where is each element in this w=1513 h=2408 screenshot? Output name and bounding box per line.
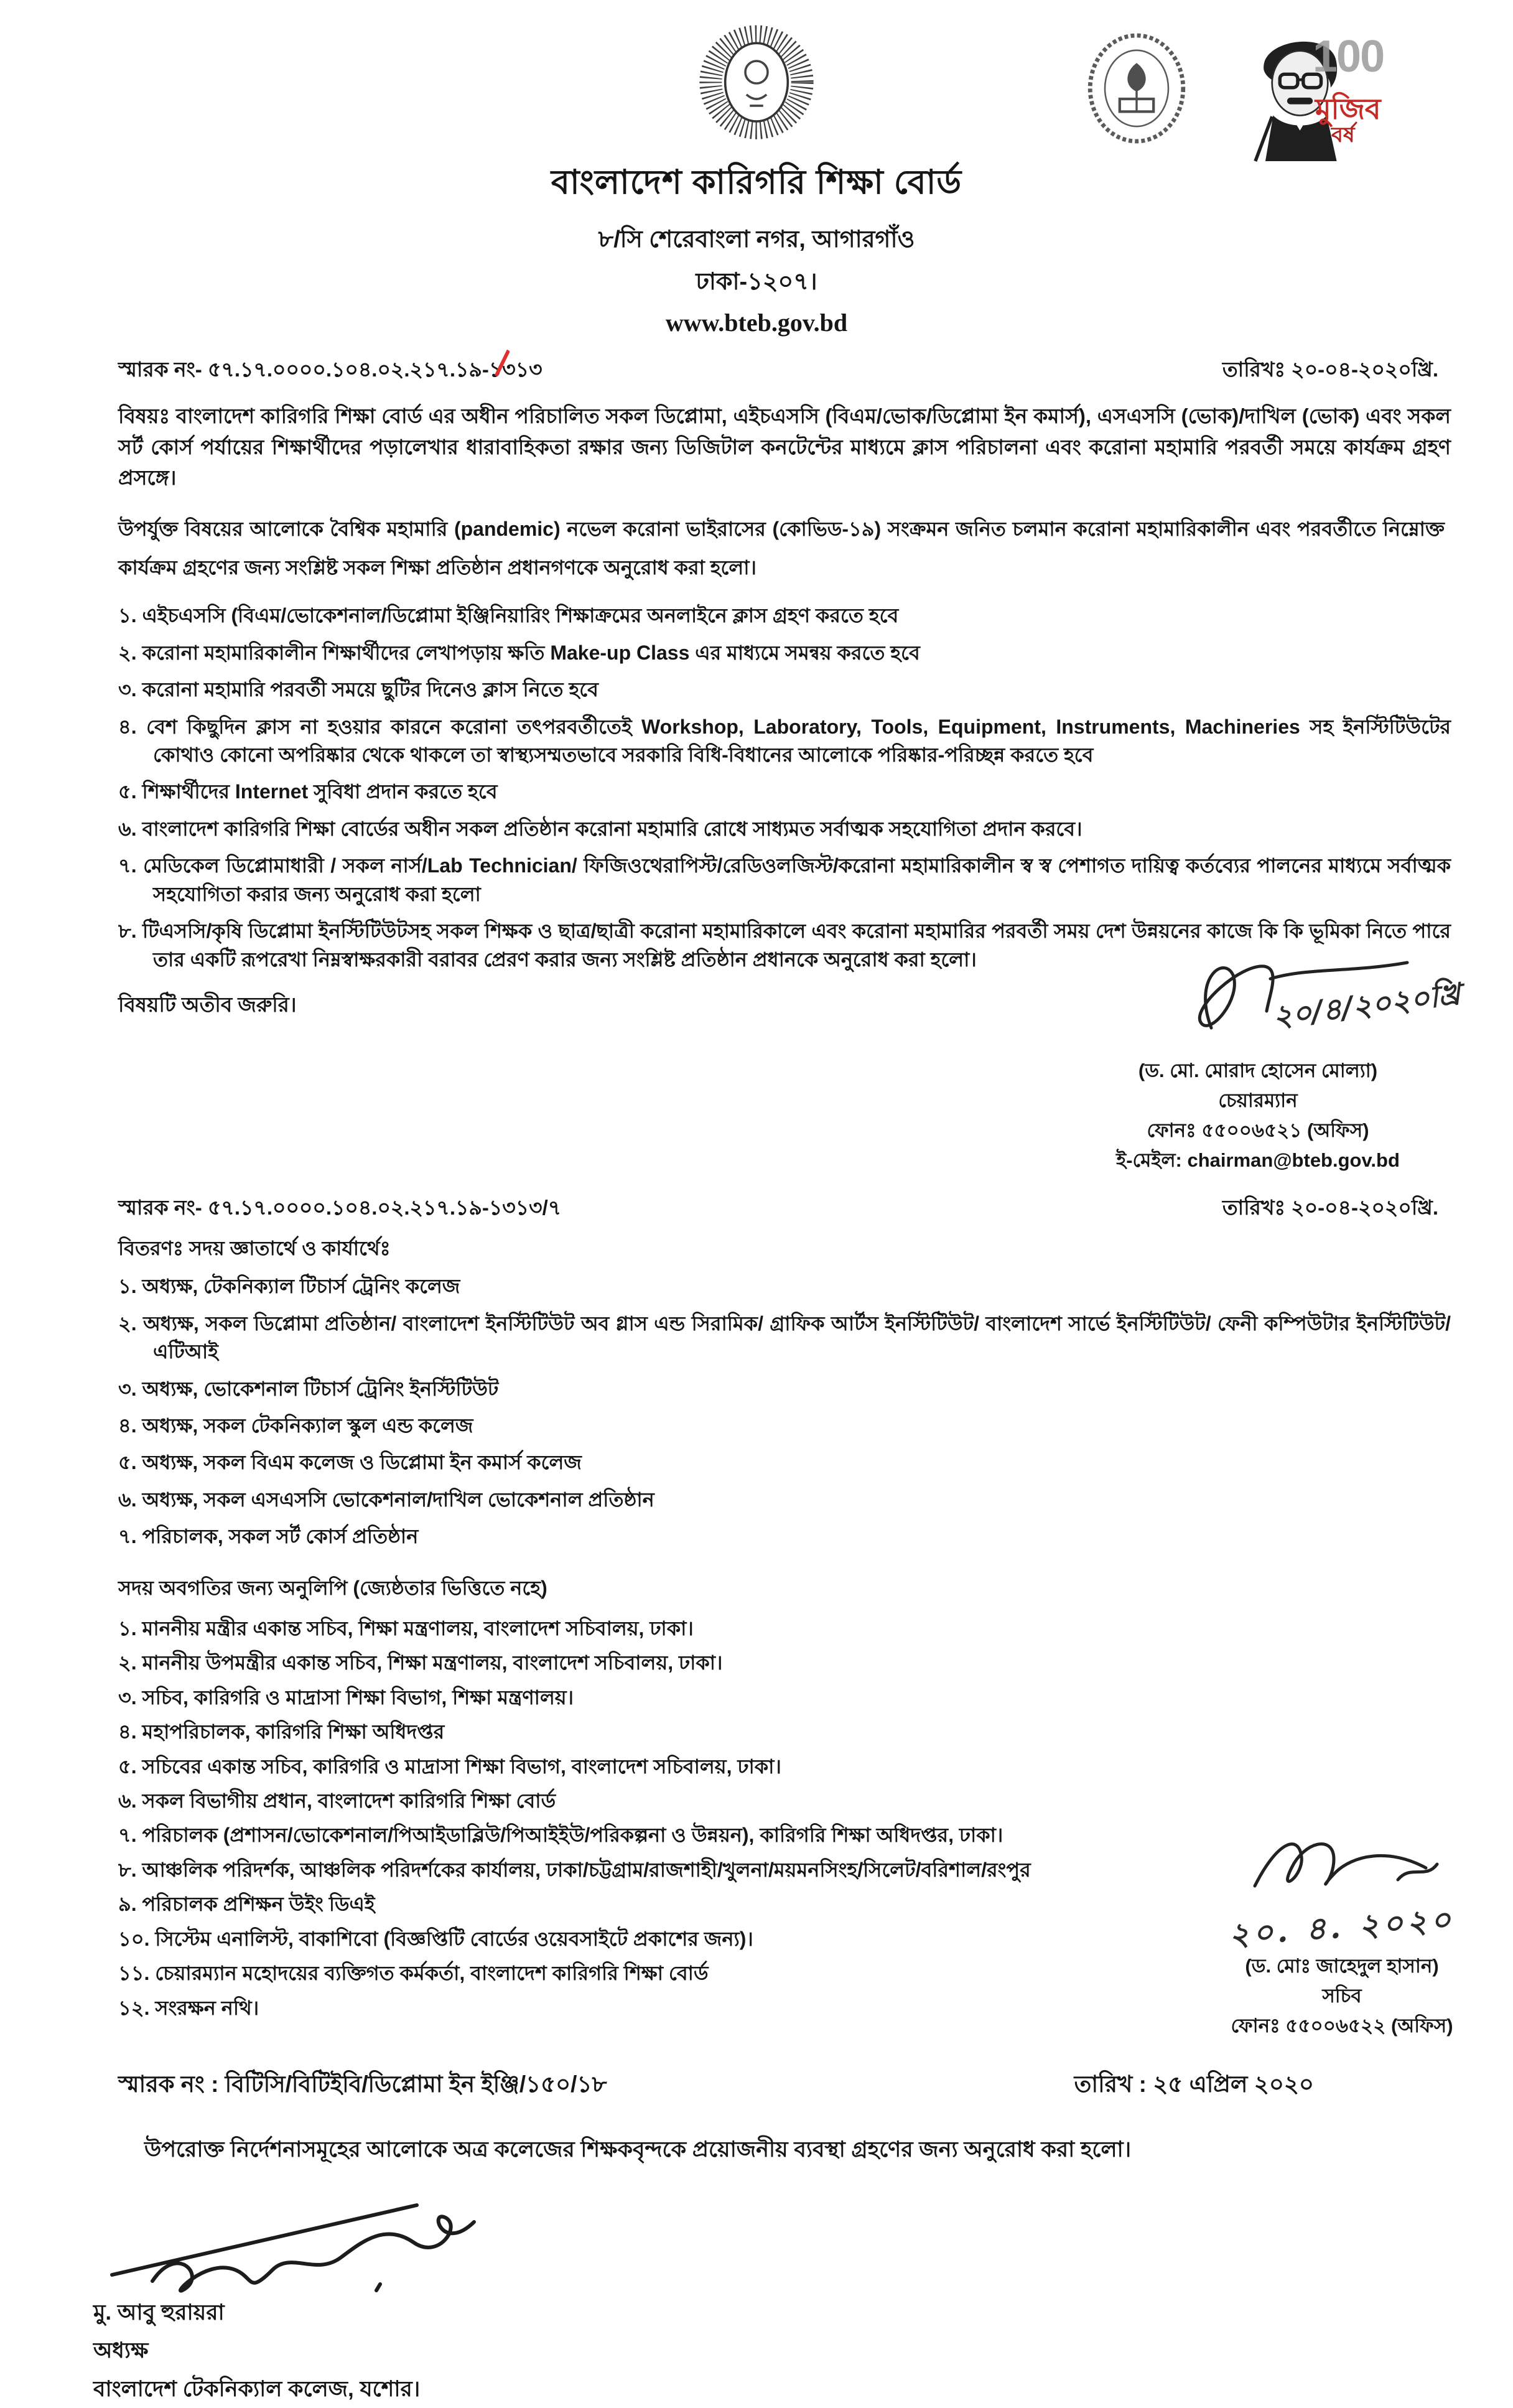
cc-item-3: ৩. সচিব, কারিগরি ও মাদ্রাসা শিক্ষা বিভাগ, শিক্ষা মন্ত্রণালয়। [118,1686,574,1709]
memo3-number: স্মারক নং : বিটিসি/বিটিইবি/ডিপ্লোমা ইন ইঞ্জি/১৫০/১৮ [118,2071,607,2098]
memo1-number [118,353,542,388]
distribution-item-2: ২. অধ্যক্ষ, সকল ডিপ্লোমা প্রতিষ্ঠান/ বাংলাদেশ ইনস্টিটিউট অব গ্লাস এন্ড সিরামিক/ গ্রাফিক আর্টস ইনস্টিটিউট/ বাংলাদেশ সার্ভে ইনস্টিটিউট/ ফেনী কম্পিউটার ইনস্টিটিউট/ এটিআই [118,1312,1451,1363]
distribution-item-5: ৫. অধ্যক্ষ, সকল বিএম কলেজ ও ডিপ্লোমা ইন কমার্স কলেজ [118,1451,582,1474]
cc-item-4: ৪. মহাপরিচালক, কারিগরি শিক্ষা অধিদপ্তর [118,1720,445,1743]
cc-item-5: ৫. সচিবের একান্ত সচিব, কারিগরি ও মাদ্রাসা শিক্ষা বিভাগ, বাংলাদেশ সচিবালয়, ঢাকা। [118,1755,781,1778]
org-address-line1: ৮/সি শেরেবাংলা নগর, আগারগাঁও [598,226,915,253]
directive-item-2: ২. করোনা মহামারিকালীন শিক্ষার্থীদের লেখাপড়ায় ক্ষতি Make-up Class এর মাধ্যমে সমন্বয় করতে হবে [118,641,920,664]
directive-item-4: ৪. বেশ কিছুদিন ক্লাস না হওয়ার কারনে করোনা তৎপরবর্তীতেই Workshop, Laboratory, Tools, Equipment, Instruments, Machineries সহ ইনস্টিটিউটের কোথাও কোনো অপরিষ্কার থেকে থাকলে তা স্বাস্থ্যসম্মতভাবে সরকারি বিধি-বিধানের আলোকে পরিষ্কার-পরিচ্ছন্ন করতে হবে [118,715,1451,767]
cc-item-2: ২. মাননীয় উপমন্ত্রীর একান্ত সচিব, শিক্ষা মন্ত্রণালয়, বাংলাদেশ সচিবালয়, ঢাকা। [118,1651,723,1674]
distribution-list [0,1272,1513,1551]
cc-item-10: ১০. সিস্টেম এনালিস্ট, বাকাশিবো (বিজ্ঞপ্তিটি বোর্ডের ওয়েবসাইটে প্রকাশের জন্য)। [118,1927,753,1950]
chairman-email: ই-মেইল: chairman@bteb.gov.bd [1116,1149,1400,1172]
header-logos [1084,27,1438,161]
chairman-name: (ড. মো. মোরাদ হোসেন মোল্যা) [1138,1060,1378,1082]
principal-signature-icon [93,2188,491,2294]
memo3-date: তারিখ : ২৫ এপ্রিল ২০২০ [1074,2071,1314,2098]
cc-item-7: ৭. পরিচালক (প্রশাসন/ভোকেশনাল/পিআইডাব্লিউ/পিআইইউ/পরিকল্পনা ও উন্নয়ন), কারিগরি শিক্ষা অধিদপ্তর, ঢাকা। [118,1824,1003,1847]
directive-item-3: ৩. করোনা মহামারি পরবর্তী সময়ে ছুটির দিনেও ক্লাস নিতে হবে [118,678,598,701]
cc-item-6: ৬. সকল বিভাগীয় প্রধান, বাংলাদেশ কারিগরি শিক্ষা বোর্ড [118,1789,556,1812]
secretary-signature-block [1196,1821,1488,2041]
borsho-word: বর্ষ [1331,123,1355,147]
secretary-name: (ড. মোঃ জাহেদুল হাসান) [1245,1954,1439,1977]
secretary-signature-icon [1239,1821,1445,1908]
mujib-100-text: 100 [1313,32,1384,82]
chairman-signature-block [1059,950,1463,1175]
principal-title: অধ্যক্ষ [93,2338,149,2363]
chairman-phone: ফোনঃ ৫৫০০৬৫২১ (অফিস) [1147,1119,1369,1142]
secretary-handwritten-date: ২০. ৪. ২০২০ [1227,1900,1456,1953]
chairman-title: চেয়ারম্যান [1218,1090,1298,1112]
memo-row-3 [0,2066,1513,2105]
cc-heading: সদয় অবগতির জন্য অনুলিপি (জ্যেষ্ঠতার ভিত্তিতে নহে) [118,1576,547,1599]
directive-list [0,602,1513,974]
cc-item-12: ১২. সংরক্ষন নথি। [118,1996,259,2019]
distribution-item-4: ৪. অধ্যক্ষ, সকল টেকনিক্যাল স্কুল এন্ড কলেজ [118,1414,473,1437]
cc-item-1: ১. মাননীয় মন্ত্রীর একান্ত সচিব, শিক্ষা মন্ত্রণালয়, বাংলাদেশ সচিবালয়, ঢাকা। [118,1617,694,1640]
urgent-and-chairman-row [0,976,1513,1175]
institute-seal-icon [1084,27,1189,149]
distribution-item-7: ৭. পরিচালক, সকল সর্ট কোর্স প্রতিষ্ঠান [118,1525,419,1548]
mujib-wordmark [1315,95,1380,146]
memo1-date: তারিখঃ ২০-০৪-২০২০খ্রি. [1222,358,1438,381]
distribution-item-1: ১. অধ্যক্ষ, টেকনিক্যাল টিচার্স ট্রেনিং কলেজ [118,1275,460,1298]
org-website: www.bteb.gov.bd [665,309,848,337]
directive-item-5: ৫. শিক্ষার্থীদের Internet সুবিধা প্রদান করতে হবে [118,780,498,803]
subject-line: বিষয়ঃ বাংলাদেশ কারিগরি শিক্ষা বোর্ড এর অধীন পরিচালিত সকল ডিপ্লোমা, এইচএসসি (বিএম/ভোক/ডিপ্লোমা ইন কমার্স), এসএসসি (ভোক)/দাখিল (ভোক) এবং সকল সর্ট কোর্স পর্যায়ের শিক্ষার্থীদের পড়ালেখার ধারাবাহিকতা রক্ষার জন্য ডিজিটাল কনটেন্টের মাধ্যমে ক্লাস পরিচালনা এবং করোনা মহামারি পরবর্তী সময়ে কার্যক্রম গ্রহণ প্রসঙ্গে। [118,404,1451,489]
bteb-seal-icon [694,17,819,149]
distribution-heading: বিতরণঃ সদয় জ্ঞাতার্থে ও কার্যার্থেঃ [118,1237,391,1260]
closing-note: উপরোক্ত নির্দেশনাসমূহের আলোকে অত্র কলেজের শিক্ষকবৃন্দকে প্রয়োজনীয় ব্যবস্থা গ্রহণের জন্য অনুরোধ করা হলো। [144,2137,1132,2162]
distribution-item-3: ৩. অধ্যক্ষ, ভোকেশনাল টিচার্স ট্রেনিং ইনস্টিটিউট [118,1377,499,1400]
cc-item-11: ১১. চেয়ারম্যান মহোদয়ের ব্যক্তিগত কর্মকর্তা, বাংলাদেশ কারিগরি শিক্ষা বোর্ড [118,1962,709,1985]
memo-row-2 [0,1192,1513,1226]
directive-item-8: ৮. টিএসসি/কৃষি ডিপ্লোমা ইনস্টিটিউটসহ সকল শিক্ষক ও ছাত্র/ছাত্রী করোনা মহামারিকালে এবং করোনা মহামারির পরবর্তী সময় দেশ উন্নয়নের কাজে কি কি ভূমিকা নিতে পারে তার একটি রূপরেখা নিম্নস্বাক্ষরকারী বরাবর প্রেরণ করার জন্য সংশ্লিষ্ট প্রতিষ্ঠান প্রধানকে অনুরোধ করা হলো। [118,920,1451,971]
org-name: বাংলাদেশ কারিগরি শিক্ষা বোর্ড [551,164,962,201]
directive-item-1: ১. এইচএসসি (বিএম/ভোকেশনাল/ডিপ্লোমা ইঞ্জিনিয়ারিং শিক্ষাক্রমের অনলাইনে ক্লাস গ্রহণ করতে হবে [118,604,899,627]
memo1-number-text: স্মারক নং- ৫৭.১৭.০০০০.১০৪.০২.২১৭.১৯-১৩১৩ [118,358,542,381]
directive-item-7: ৭. মেডিকেল ডিপ্লোমাধারী / সকল নার্স/Lab Technician/ ফিজিওথেরাপিস্ট/রেডিওলজিস্ট/করোনা মহামারিকালীন স্ব স্ব পেশাগত দায়িত্ব কর্তব্যের পালনের মাধ্যমে সর্বাত্মক সহযোগিতা করার জন্য অনুরোধ করা হলো [118,854,1451,905]
cc-item-8: ৮. আঞ্চলিক পরিদর্শক, আঞ্চলিক পরিদর্শকের কার্যালয়, ঢাকা/চট্টগ্রাম/রাজশাহী/খুলনা/ময়মনসিংহ/সিলেট/বরিশাল/রংপুর [118,1858,1031,1881]
mujib-word: মুজিব [1315,93,1381,125]
intro-paragraph: উপর্যুক্ত বিষয়ের আলোকে বৈশ্বিক মহামারি (pandemic) নভেল করোনা ভাইরাসের (কোভিড-১৯) সংক্রমন জনিত চলমান করোনা মহামারিকালীন এবং পরবর্তীতে নিম্নোক্ত কার্যক্রম গ্রহণের জন্য সংশ্লিষ্ট সকল শিক্ষা প্রতিষ্ঠান প্রধানগণকে অনুরোধ করা হলো। [118,517,1445,579]
directive-item-6: ৬. বাংলাদেশ কারিগরি শিক্ষা বোর্ডের অধীন সকল প্রতিষ্ঠান করোনা মহামারি রোধে সাধ্যমত সর্বাত্মক সহযোগিতা প্রদান করবে। [118,817,1082,840]
org-address-line2: ঢাকা-১২০৭। [696,269,817,295]
mujib-borsho-logo [1233,27,1438,161]
secretary-title: সচিব [1322,1984,1362,2007]
secretary-phone: ফোনঃ ৫৫০০৬৫২২ (অফিস) [1231,2014,1453,2037]
principal-institute: বাংলাদেশ টেকনিক্যাল কলেজ, যশোর। [93,2376,421,2401]
chairman-signature-area [1059,950,1463,1056]
memo-row-1 [0,353,1513,388]
principal-name: মু. আবু হুরায়রা [93,2300,225,2325]
memo2-date: তারিখঃ ২০-০৪-২০২০খ্রি. [1222,1196,1438,1220]
chairman-handwritten-date: ২০/৪/২০২০খ্রি [1270,976,1463,1035]
urgent-note: বিষয়টি অতীব জরুরি। [118,993,297,1017]
cc-section [0,1572,1513,2037]
principal-signature-block [0,2188,1513,2408]
memo2-number: স্মারক নং- ৫৭.১৭.০০০০.১০৪.০২.২১৭.১৯-১৩১৩/৭ [118,1196,562,1220]
cc-item-9: ৯. পরিচালক প্রশিক্ষন উইং ডিএই [118,1893,375,1916]
distribution-item-6: ৬. অধ্যক্ষ, সকল এসএসসি ভোকেশনাল/দাখিল ভোকেশনাল প্রতিষ্ঠান [118,1488,654,1511]
